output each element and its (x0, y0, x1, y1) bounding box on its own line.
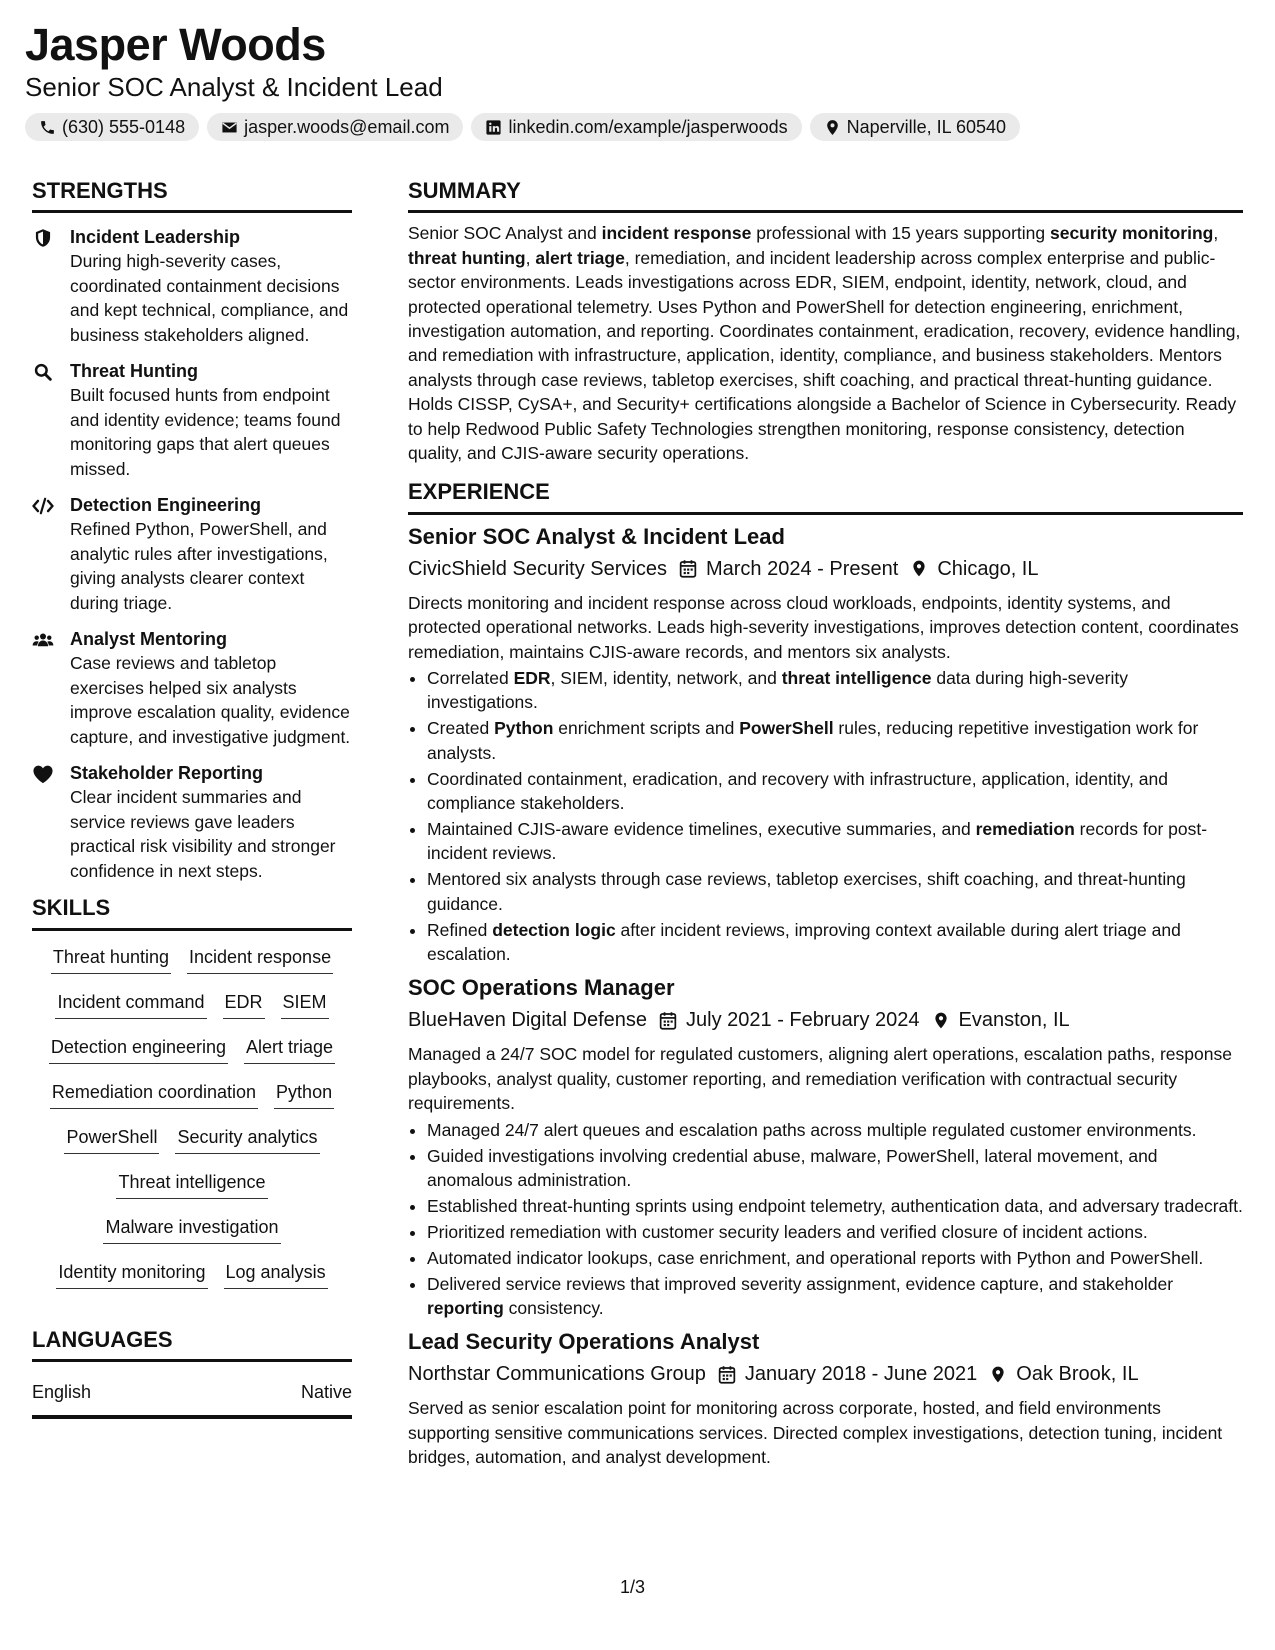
text-run: Maintained CJIS-aware evidence timelines, executive summaries, and (427, 819, 976, 839)
job-location: Evanston, IL (958, 1009, 1070, 1032)
text-run: data during high-severity investigations. (427, 668, 1128, 713)
bold-text: threat intelligence (781, 668, 932, 689)
calendar-icon (718, 1365, 736, 1384)
strength-title: Incident Leadership (70, 227, 241, 248)
job-title: Senior SOC Analyst & Incident Lead (408, 523, 785, 549)
job-dates: January 2018 - June 2021 (744, 1363, 978, 1386)
map-pin-icon (824, 119, 841, 136)
candidate-headline: Senior SOC Analyst & Incident Lead (25, 72, 443, 102)
skill-tag: Threat intelligence (116, 1170, 267, 1199)
text-run: Delivered service reviews that improved severity assignment, evidence capture, and stakeholder (427, 1273, 1174, 1294)
job-bullet (427, 767, 1243, 816)
strength-title: Threat Hunting (70, 361, 198, 382)
skill-tag: Detection engineering (49, 1035, 228, 1064)
job-bullet (427, 918, 1243, 967)
job-location: Oak Brook, IL (1016, 1363, 1139, 1386)
job-dates: March 2024 - Present (705, 557, 899, 580)
strength-item (32, 493, 352, 615)
skills-row (32, 1170, 352, 1215)
strength-item (32, 225, 352, 347)
bold-text: security monitoring (1049, 223, 1214, 244)
search-icon (32, 362, 54, 382)
email-text: jasper.woods@email.com (244, 117, 450, 137)
summary-text (408, 221, 1243, 465)
map-pin-icon (932, 1011, 950, 1030)
text-run: rules, reducing repetitive investigation work for analysts. (427, 718, 1199, 763)
job-bullet (427, 1144, 1243, 1193)
skills-heading: SKILLS (32, 895, 352, 930)
skill-tag: Log analysis (224, 1260, 328, 1289)
job-description: Managed a 24/7 SOC model for regulated customers, aligning alert operations, escalation paths, response playbooks, analyst quality, customer reporting, and remediation verification with contractual security requirements. (408, 1044, 1232, 1114)
job-meta (408, 555, 1243, 583)
phone-chip[interactable] (25, 113, 199, 141)
left-column (32, 178, 352, 1419)
job-meta (408, 1360, 1243, 1388)
envelope-icon (221, 119, 238, 136)
text-run: records for post-incident reviews. (427, 819, 1208, 864)
calendar-icon (659, 1011, 677, 1030)
linkedin-icon (485, 119, 502, 136)
job-bullet (427, 1246, 1243, 1270)
strength-item (32, 359, 352, 481)
job-description: Directs monitoring and incident response across cloud workloads, endpoints, identity systems, and protected operational networks. Leads high-severity investigations, improves detection content, coordinates remediation, maintains CJIS-aware records, and mentors six analysts. (408, 592, 1239, 662)
text-run: after incident reviews, improving context available during alert triage and escalation. (427, 919, 1181, 965)
phone-text: (630) 555-0148 (62, 117, 186, 137)
languages-heading: LANGUAGES (32, 1327, 352, 1362)
job-bullet (427, 1118, 1243, 1142)
strength-desc: During high-severity cases, coordinated containment decisions and kept technical, compliance, and business stakeholders aligned. (70, 251, 349, 345)
skill-tag: SIEM (281, 990, 329, 1019)
skill-tag: Identity monitoring (56, 1260, 207, 1289)
bold-text: Python (494, 718, 554, 739)
text-run: Mentored six analysts through case reviews, tabletop exercises, shift coaching, and threat-hunting guidance. (427, 869, 1186, 914)
skill-tag: Security analytics (175, 1125, 319, 1154)
job-bullet (427, 1194, 1243, 1218)
bold-text: threat hunting (408, 247, 526, 268)
skill-tag: PowerShell (64, 1125, 159, 1154)
job-bullets (408, 666, 1243, 966)
language-item (32, 1382, 352, 1419)
text-run: Senior SOC Analyst and (408, 223, 602, 244)
skills-row (32, 1080, 352, 1125)
text-run: Guided investigations involving credential abuse, malware, PowerShell, lateral movement, and anomalous administration. (427, 1145, 1158, 1190)
job-location: Chicago, IL (937, 557, 1039, 580)
job-bullet (427, 1220, 1243, 1244)
skill-tag: EDR (223, 990, 265, 1019)
text-run: , SIEM, identity, network, and (550, 668, 782, 689)
skills-list (32, 945, 352, 1305)
text-run: professional with 15 years supporting (751, 223, 1050, 244)
job-company: BlueHaven Digital Defense (408, 1009, 648, 1032)
summary-heading: SUMMARY (408, 178, 1243, 213)
job-entry (408, 523, 1243, 967)
text-run: Created (427, 718, 495, 739)
job-description: Served as senior escalation point for monitoring across corporate, hosted, and field environments supporting sensitive communications services. Directed complex investigations, detection tuning, incident bridges, automation, and analyst development. (408, 1398, 1223, 1468)
text-run: Prioritized remediation with customer security leaders and verified closure of incident actions. (427, 1221, 1148, 1242)
job-bullet (427, 817, 1243, 866)
right-column (408, 178, 1243, 1470)
strength-desc: Case reviews and tabletop exercises helped six analysts improve escalation quality, evidence capture, and investigative judgment. (70, 653, 351, 747)
job-bullets (408, 1118, 1243, 1321)
skill-tag: Threat hunting (51, 945, 171, 974)
text-run: Managed 24/7 alert queues and escalation paths across multiple regulated customer environments. (427, 1119, 1197, 1140)
job-title: Lead Security Operations Analyst (408, 1329, 760, 1355)
skills-row (32, 1125, 352, 1170)
location-text: Naperville, IL 60540 (846, 117, 1007, 137)
job-entry (408, 1328, 1243, 1469)
bold-text: detection logic (492, 919, 616, 940)
strength-desc: Built focused hunts from endpoint and identity evidence; teams found monitoring gaps that alert queues missed. (70, 385, 341, 479)
skill-tag: Incident command (55, 990, 206, 1019)
text-run: Refined (427, 919, 493, 940)
bold-text: incident response (601, 223, 752, 244)
calendar-icon (679, 559, 697, 578)
phone-icon (39, 119, 56, 136)
skill-tag: Malware investigation (103, 1215, 280, 1244)
candidate-name: Jasper Woods (25, 19, 326, 70)
skills-row (32, 990, 352, 1035)
text-run: enrichment scripts and (553, 718, 740, 739)
map-pin-icon (989, 1365, 1007, 1384)
strength-item (32, 627, 352, 749)
language-name: English (32, 1382, 92, 1403)
shield-icon (32, 228, 54, 248)
text-run: Coordinated containment, eradication, and recovery with infrastructure, application, identity, and compliance stakeholders. (427, 768, 1168, 814)
skill-tag: Alert triage (244, 1035, 335, 1064)
email-chip[interactable] (207, 113, 463, 141)
bold-text: reporting (427, 1298, 504, 1318)
text-run: Established threat-hunting sprints using endpoint telemetry, authentication data, and adversary tradecraft. (427, 1195, 1243, 1216)
job-bullet (427, 867, 1243, 916)
skill-tag: Remediation coordination (50, 1080, 258, 1109)
text-run: Automated indicator lookups, case enrichment, and operational reports with Python and PowerShell. (427, 1247, 1204, 1268)
job-meta (408, 1006, 1243, 1034)
location-chip[interactable] (810, 113, 1020, 141)
job-entry (408, 974, 1243, 1320)
linkedin-text: linkedin.com/example/jasperwoods (508, 117, 788, 137)
text-run: Correlated (427, 668, 514, 689)
linkedin-chip[interactable] (471, 113, 801, 141)
strengths-list (32, 225, 352, 883)
map-pin-icon (910, 559, 928, 578)
skills-row (32, 1260, 352, 1305)
strength-desc: Refined Python, PowerShell, and analytic rules after investigations, giving analysts clearer context during triage. (70, 519, 328, 613)
job-title: SOC Operations Manager (408, 975, 675, 1001)
skills-row (32, 1215, 352, 1260)
strength-title: Stakeholder Reporting (70, 763, 264, 784)
strength-title: Detection Engineering (70, 495, 262, 516)
job-dates: July 2021 - February 2024 (686, 1009, 920, 1032)
bold-text: EDR (513, 668, 551, 689)
bold-text: remediation (975, 819, 1075, 839)
text-run: consistency. (503, 1298, 604, 1318)
text-run: , (1213, 223, 1219, 244)
job-company: Northstar Communications Group (408, 1363, 706, 1386)
page-number: 1/3 (620, 1577, 646, 1597)
job-company: CivicShield Security Services (408, 557, 667, 580)
text-run: , remediation, and incident leadership across complex enterprise and public-sector environments. Leads investigations across EDR, SIEM, endpoint, identity, network, cloud, and protected operational telemetry. Uses Python and PowerShell for detection engineering, enrichment, investigation automation, and reporting. Coordinates containment, eradication, recovery, evidence handling, and remediation with infrastructure, application, identity, compliance, and business stakeholders. Mentors analysts through case reviews, tabletop exercises, shift coaching, and practical threat-hunting guidance. Holds CISSP, CySA+, and Security+ certifications alongside a Bachelor of Science in Cybersecurity. Ready to help Redwood Public Safety Technologies strengthen monitoring, response consistency, detection quality, and CJIS-aware security operations. (408, 247, 1241, 464)
job-bullet (427, 716, 1243, 765)
bold-text: PowerShell (739, 718, 834, 739)
strength-item (32, 761, 352, 883)
contact-bar (25, 113, 1020, 141)
bold-text: alert triage (535, 247, 625, 268)
language-level: Native (300, 1382, 352, 1403)
strength-title: Analyst Mentoring (70, 629, 228, 650)
skill-tag: Incident response (187, 945, 333, 974)
strengths-heading: STRENGTHS (32, 178, 352, 213)
job-bullet (427, 666, 1243, 715)
experience-heading: EXPERIENCE (408, 479, 1243, 514)
skills-row (32, 945, 352, 990)
skill-tag: Python (274, 1080, 334, 1109)
skills-row (32, 1035, 352, 1080)
text-run: , (525, 247, 536, 268)
users-icon (32, 630, 54, 650)
heart-icon (32, 764, 54, 784)
job-bullet (427, 1272, 1243, 1321)
strength-desc: Clear incident summaries and service reviews gave leaders practical risk visibility and stronger confidence in next steps. (70, 787, 336, 881)
code-icon (32, 496, 54, 516)
